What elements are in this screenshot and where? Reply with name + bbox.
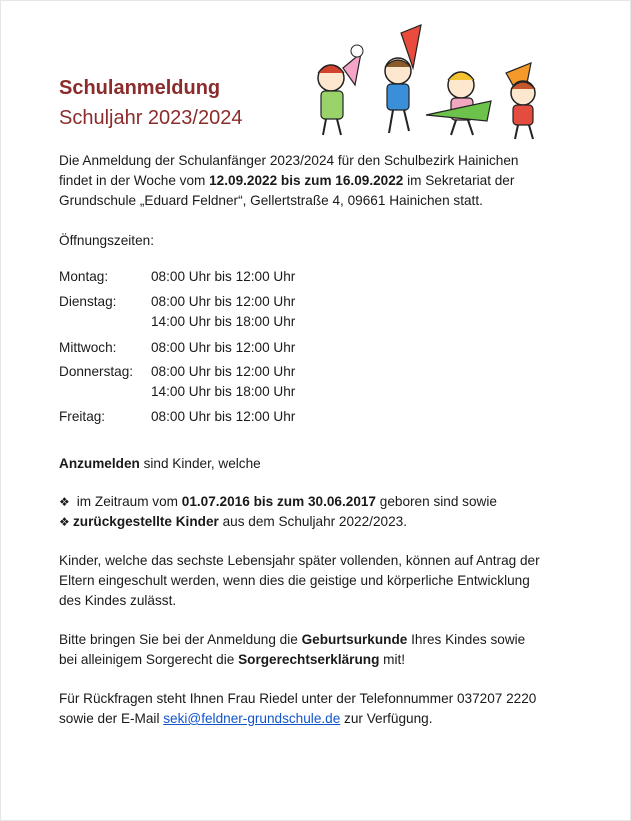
- child-1-icon: [318, 45, 363, 135]
- later-line-2: Eltern eingeschult werden, wenn dies die geistige und körperliche Entwicklung: [59, 573, 530, 588]
- docs-line-1-text: Bitte bringen Sie bei der Anmeldung die: [59, 632, 302, 647]
- day-label: Montag:: [59, 269, 109, 284]
- contact-line-2-text: sowie der E-Mail: [59, 711, 164, 726]
- child-2-icon: [385, 25, 421, 133]
- contact-line-2-end: zur Verfügung.: [340, 711, 433, 726]
- later-line-3: des Kindes zulässt.: [59, 593, 177, 608]
- intro-line-1: Die Anmeldung der Schulanfänger 2023/2024 für den Schulbezirk Hainichen: [59, 153, 519, 168]
- birth-date-range: 01.07.2016 bis zum 30.06.2017: [181, 494, 376, 509]
- birth-certificate: Geburtsurkunde: [301, 632, 408, 647]
- custody-declaration: Sorgerechtserklärung: [238, 652, 380, 667]
- diamond-bullet-icon: ❖: [59, 515, 70, 529]
- intro-line-2-text-end: im Sekretariat der: [403, 173, 515, 188]
- contact-line-1: Für Rückfragen steht Ihnen Frau Riedel unter der Telefonnummer 037207 2220: [59, 691, 537, 706]
- register-intro: [59, 454, 261, 474]
- bullet-1-text: im Zeitraum vom: [73, 494, 182, 509]
- docs-line-2: [59, 650, 405, 670]
- deferred-children: zurückgestellte Kinder: [73, 514, 219, 529]
- register-bullet-1: [59, 492, 497, 512]
- later-line-1: Kinder, welche das sechste Lebensjahr später vollenden, können auf Antrag der: [59, 553, 540, 568]
- registration-dates: 12.09.2022 bis zum 16.09.2022: [209, 173, 404, 188]
- contact-line-2: [59, 709, 432, 729]
- day-label: Freitag:: [59, 409, 106, 424]
- day-label: Mittwoch:: [59, 340, 117, 355]
- docs-line-1-end: Ihres Kindes sowie: [407, 632, 526, 647]
- email-link[interactable]: seki@feldner-grundschule.de: [163, 711, 341, 726]
- day-label: Dienstag:: [59, 294, 117, 309]
- children-illustration-icon: [301, 23, 551, 143]
- docs-line-2-end: mit!: [379, 652, 406, 667]
- bullet-2-text-end: aus dem Schuljahr 2022/2023.: [218, 514, 407, 529]
- register-bold: Anzumelden: [59, 456, 140, 471]
- time-range: 08:00 Uhr bis 12:00 Uhr: [151, 340, 296, 355]
- bullet-1-text-end: geboren sind sowie: [376, 494, 497, 509]
- intro-line-3: Grundschule „Eduard Feldner“, Gellertstraße 4, 09661 Hainichen statt.: [59, 193, 483, 208]
- docs-line-2-text: bei alleinigem Sorgerecht die: [59, 652, 239, 667]
- intro-line-2-text: findet in der Woche vom: [59, 173, 210, 188]
- time-range: 08:00 Uhr bis 12:00 Uhr: [151, 269, 296, 284]
- child-3-icon: [426, 72, 491, 135]
- docs-line-1: [59, 630, 525, 650]
- hours-heading: Öffnungszeiten:: [59, 233, 154, 248]
- page-title: Schulanmeldung: [59, 77, 221, 99]
- register-bullet-2: [59, 512, 407, 532]
- day-label: Donnerstag:: [59, 364, 134, 379]
- intro-line-2: [59, 171, 514, 191]
- time-range: 14:00 Uhr bis 18:00 Uhr: [151, 314, 296, 329]
- time-range: 14:00 Uhr bis 18:00 Uhr: [151, 384, 296, 399]
- register-rest: sind Kinder, welche: [139, 456, 261, 471]
- time-range: 08:00 Uhr bis 12:00 Uhr: [151, 294, 296, 309]
- diamond-bullet-icon: ❖: [59, 495, 70, 509]
- time-range: 08:00 Uhr bis 12:00 Uhr: [151, 364, 296, 379]
- time-range: 08:00 Uhr bis 12:00 Uhr: [151, 409, 296, 424]
- child-4-icon: [506, 63, 535, 139]
- page-subtitle: Schuljahr 2023/2024: [59, 107, 243, 129]
